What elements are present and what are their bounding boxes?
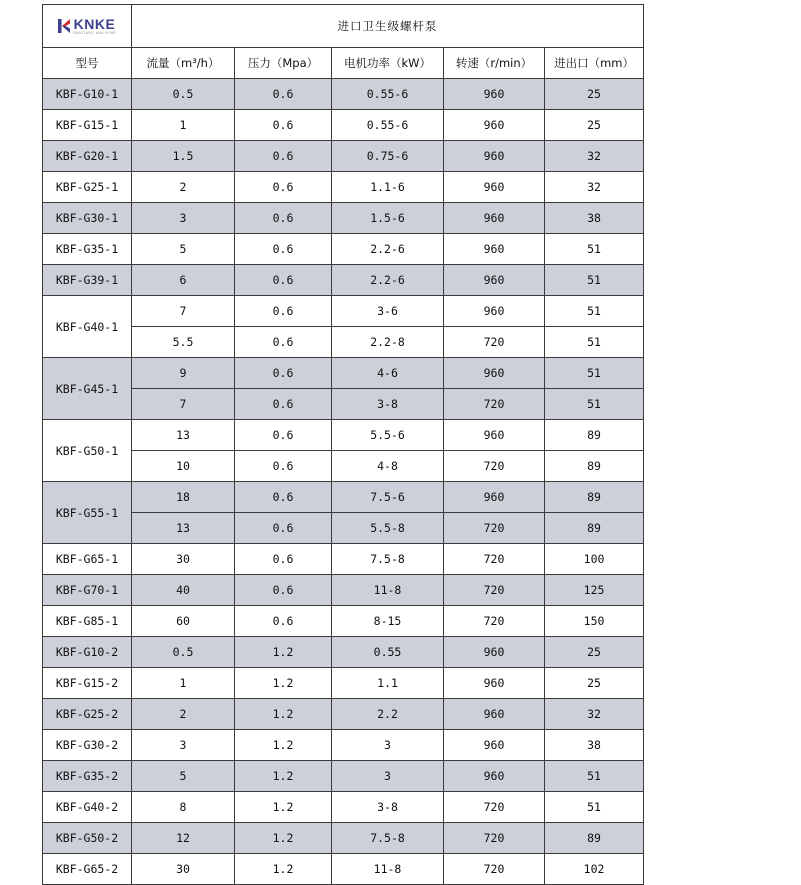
model-cell: KBF-G65-2 — [43, 854, 132, 885]
model-cell: KBF-G39-1 — [43, 265, 132, 296]
flow-cell: 1 — [132, 110, 235, 141]
spec-table-body — [43, 79, 644, 885]
table-row — [43, 296, 644, 327]
model-cell: KBF-G15-1 — [43, 110, 132, 141]
speed-cell: 720 — [444, 854, 545, 885]
pressure-cell: 0.6 — [235, 513, 332, 544]
flow-cell: 13 — [132, 513, 235, 544]
pressure-cell: 1.2 — [235, 792, 332, 823]
pressure-cell: 1.2 — [235, 730, 332, 761]
pressure-cell: 1.2 — [235, 823, 332, 854]
model-cell: KBF-G85-1 — [43, 606, 132, 637]
model-cell: KBF-G25-2 — [43, 699, 132, 730]
model-cell: KBF-G25-1 — [43, 172, 132, 203]
flow-cell: 60 — [132, 606, 235, 637]
flow-cell: 3 — [132, 730, 235, 761]
flow-cell: 0.5 — [132, 637, 235, 668]
power-cell: 0.55-6 — [332, 79, 444, 110]
port-cell: 89 — [545, 420, 644, 451]
power-cell: 0.55-6 — [332, 110, 444, 141]
flow-cell: 7 — [132, 389, 235, 420]
speed-cell: 960 — [444, 730, 545, 761]
table-row — [43, 699, 644, 730]
flow-cell: 30 — [132, 544, 235, 575]
port-cell: 51 — [545, 358, 644, 389]
speed-cell: 960 — [444, 79, 545, 110]
port-cell: 89 — [545, 451, 644, 482]
speed-cell: 720 — [444, 575, 545, 606]
table-row — [43, 854, 644, 885]
logo-text: KNKE — [73, 15, 116, 32]
pressure-cell: 0.6 — [235, 482, 332, 513]
pressure-cell: 1.2 — [235, 761, 332, 792]
power-cell: 4-6 — [332, 358, 444, 389]
power-cell: 2.2-6 — [332, 234, 444, 265]
port-cell: 89 — [545, 482, 644, 513]
table-row — [43, 327, 644, 358]
speed-cell: 960 — [444, 637, 545, 668]
speed-cell: 960 — [444, 420, 545, 451]
port-cell: 32 — [545, 141, 644, 172]
model-cell: KBF-G50-2 — [43, 823, 132, 854]
speed-cell: 720 — [444, 389, 545, 420]
port-cell: 38 — [545, 203, 644, 234]
pressure-cell: 0.6 — [235, 110, 332, 141]
table-row — [43, 575, 644, 606]
port-cell: 51 — [545, 327, 644, 358]
port-cell: 89 — [545, 513, 644, 544]
port-cell: 32 — [545, 172, 644, 203]
table-row — [43, 110, 644, 141]
speed-cell: 960 — [444, 234, 545, 265]
speed-cell: 960 — [444, 141, 545, 172]
power-cell: 2.2-6 — [332, 265, 444, 296]
speed-cell: 960 — [444, 699, 545, 730]
table-row — [43, 606, 644, 637]
speed-cell: 960 — [444, 172, 545, 203]
table-row — [43, 234, 644, 265]
table-row — [43, 668, 644, 699]
pressure-cell: 1.2 — [235, 637, 332, 668]
table-row — [43, 79, 644, 110]
pressure-cell: 0.6 — [235, 203, 332, 234]
table-row — [43, 172, 644, 203]
power-cell: 3-6 — [332, 296, 444, 327]
speed-cell: 960 — [444, 358, 545, 389]
model-cell: KBF-G40-1 — [43, 296, 132, 358]
power-cell: 5.5-8 — [332, 513, 444, 544]
flow-cell: 1.5 — [132, 141, 235, 172]
flow-cell: 40 — [132, 575, 235, 606]
pressure-cell: 0.6 — [235, 544, 332, 575]
model-cell: KBF-G10-1 — [43, 79, 132, 110]
flow-header: 流量（m³/h） — [132, 48, 235, 79]
table-row — [43, 389, 644, 420]
power-cell: 3-8 — [332, 389, 444, 420]
pressure-cell: 0.6 — [235, 420, 332, 451]
model-cell: KBF-G55-1 — [43, 482, 132, 544]
port-cell: 51 — [545, 234, 644, 265]
column-header-row — [43, 48, 644, 79]
power-cell: 0.55 — [332, 637, 444, 668]
speed-cell: 720 — [444, 792, 545, 823]
table-row — [43, 823, 644, 854]
port-cell: 51 — [545, 792, 644, 823]
pressure-cell: 0.6 — [235, 575, 332, 606]
power-cell: 5.5-6 — [332, 420, 444, 451]
speed-cell: 720 — [444, 451, 545, 482]
table-row — [43, 513, 644, 544]
flow-cell: 0.5 — [132, 79, 235, 110]
port-cell: 51 — [545, 296, 644, 327]
flow-cell: 8 — [132, 792, 235, 823]
model-cell: KBF-G30-1 — [43, 203, 132, 234]
port-cell: 32 — [545, 699, 644, 730]
pressure-cell: 0.6 — [235, 172, 332, 203]
power-cell: 2.2 — [332, 699, 444, 730]
port-cell: 51 — [545, 761, 644, 792]
model-cell: KBF-G30-2 — [43, 730, 132, 761]
speed-cell: 720 — [444, 823, 545, 854]
model-cell: KBF-G35-1 — [43, 234, 132, 265]
model-cell: KBF-G35-2 — [43, 761, 132, 792]
flow-cell: 18 — [132, 482, 235, 513]
title-row — [43, 5, 644, 48]
port-cell: 89 — [545, 823, 644, 854]
pressure-cell: 0.6 — [235, 234, 332, 265]
speed-cell: 960 — [444, 265, 545, 296]
speed-cell: 720 — [444, 544, 545, 575]
flow-cell: 12 — [132, 823, 235, 854]
speed-cell: 720 — [444, 606, 545, 637]
flow-cell: 6 — [132, 265, 235, 296]
pressure-cell: 0.6 — [235, 265, 332, 296]
pressure-cell: 0.6 — [235, 606, 332, 637]
pressure-cell: 1.2 — [235, 699, 332, 730]
table-row — [43, 544, 644, 575]
flow-cell: 2 — [132, 172, 235, 203]
port-cell: 102 — [545, 854, 644, 885]
speed-cell: 960 — [444, 296, 545, 327]
table-row — [43, 730, 644, 761]
logo-subtext: SANITARY MACHINE — [72, 30, 117, 35]
power-cell: 1.5-6 — [332, 203, 444, 234]
port-cell: 38 — [545, 730, 644, 761]
power-cell: 0.75-6 — [332, 141, 444, 172]
model-cell: KBF-G40-2 — [43, 792, 132, 823]
power-cell: 4-8 — [332, 451, 444, 482]
table-row — [43, 420, 644, 451]
port-cell: 25 — [545, 637, 644, 668]
table-title: 进口卫生级螺杆泵 — [132, 5, 644, 48]
table-row — [43, 358, 644, 389]
flow-cell: 3 — [132, 203, 235, 234]
model-cell: KBF-G10-2 — [43, 637, 132, 668]
power-cell: 3 — [332, 730, 444, 761]
power-cell: 11-8 — [332, 854, 444, 885]
flow-cell: 1 — [132, 668, 235, 699]
port-header: 进出口（mm） — [545, 48, 644, 79]
power-cell: 3-8 — [332, 792, 444, 823]
port-cell: 51 — [545, 265, 644, 296]
pressure-cell: 0.6 — [235, 141, 332, 172]
port-cell: 125 — [545, 575, 644, 606]
power-cell: 1.1-6 — [332, 172, 444, 203]
power-header: 电机功率（kW） — [332, 48, 444, 79]
port-cell: 100 — [545, 544, 644, 575]
speed-cell: 720 — [444, 513, 545, 544]
table-row — [43, 141, 644, 172]
speed-header: 转速（r/min） — [444, 48, 545, 79]
pressure-cell: 1.2 — [235, 668, 332, 699]
power-cell: 7.5-8 — [332, 544, 444, 575]
power-cell: 1.1 — [332, 668, 444, 699]
speed-cell: 960 — [444, 110, 545, 141]
model-header: 型号 — [43, 48, 132, 79]
port-cell: 150 — [545, 606, 644, 637]
pressure-cell: 0.6 — [235, 389, 332, 420]
speed-cell: 960 — [444, 668, 545, 699]
model-cell: KBF-G65-1 — [43, 544, 132, 575]
table-row — [43, 482, 644, 513]
logo-cell — [43, 5, 132, 48]
knke-logo-icon — [58, 19, 71, 33]
table-row — [43, 792, 644, 823]
pressure-cell: 1.2 — [235, 854, 332, 885]
port-cell: 25 — [545, 110, 644, 141]
power-cell: 3 — [332, 761, 444, 792]
model-cell: KBF-G70-1 — [43, 575, 132, 606]
pressure-cell: 0.6 — [235, 296, 332, 327]
power-cell: 2.2-8 — [332, 327, 444, 358]
model-cell: KBF-G50-1 — [43, 420, 132, 482]
power-cell: 7.5-6 — [332, 482, 444, 513]
flow-cell: 30 — [132, 854, 235, 885]
power-cell: 8-15 — [332, 606, 444, 637]
port-cell: 25 — [545, 668, 644, 699]
flow-cell: 5 — [132, 234, 235, 265]
model-cell: KBF-G15-2 — [43, 668, 132, 699]
speed-cell: 960 — [444, 482, 545, 513]
speed-cell: 960 — [444, 761, 545, 792]
logo — [43, 5, 131, 47]
flow-cell: 2 — [132, 699, 235, 730]
flow-cell: 7 — [132, 296, 235, 327]
table-row — [43, 203, 644, 234]
flow-cell: 5 — [132, 761, 235, 792]
port-cell: 25 — [545, 79, 644, 110]
pump-spec-table — [42, 4, 644, 885]
port-cell: 51 — [545, 389, 644, 420]
table-row — [43, 637, 644, 668]
flow-cell: 5.5 — [132, 327, 235, 358]
pressure-cell: 0.6 — [235, 451, 332, 482]
speed-cell: 720 — [444, 327, 545, 358]
model-cell: KBF-G20-1 — [43, 141, 132, 172]
table-row — [43, 761, 644, 792]
table-row — [43, 265, 644, 296]
flow-cell: 9 — [132, 358, 235, 389]
model-cell: KBF-G45-1 — [43, 358, 132, 420]
speed-cell: 960 — [444, 203, 545, 234]
pressure-header: 压力（Mpa） — [235, 48, 332, 79]
pressure-cell: 0.6 — [235, 358, 332, 389]
power-cell: 7.5-8 — [332, 823, 444, 854]
power-cell: 11-8 — [332, 575, 444, 606]
pressure-cell: 0.6 — [235, 79, 332, 110]
flow-cell: 10 — [132, 451, 235, 482]
table-row — [43, 451, 644, 482]
flow-cell: 13 — [132, 420, 235, 451]
pressure-cell: 0.6 — [235, 327, 332, 358]
